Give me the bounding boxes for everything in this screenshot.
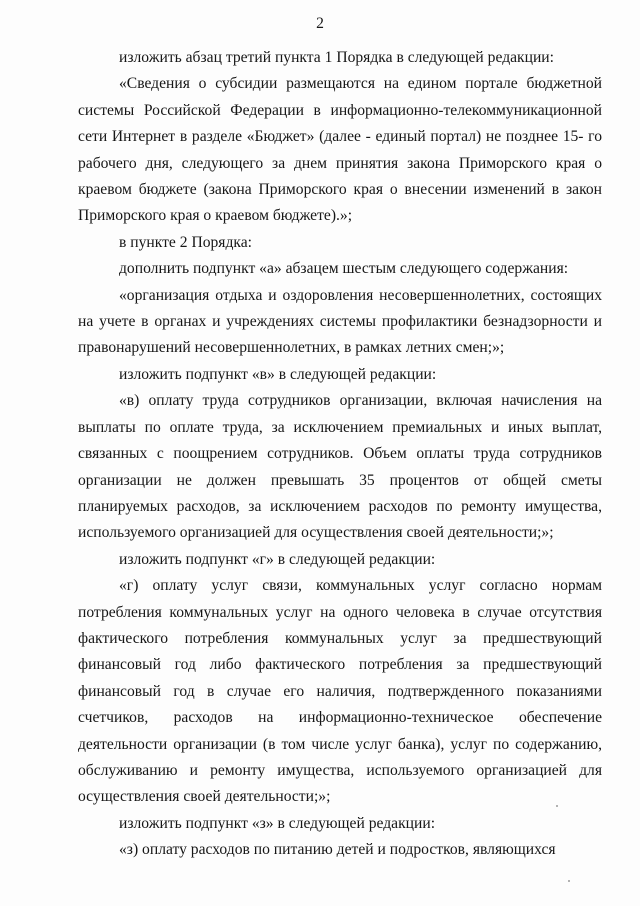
document-body xyxy=(78,45,602,864)
paragraph-subpoint-v-quote: «в) оплату труда сотрудников организации, включая начисления на выплаты по оплате труда, за исключением премиальных и иных выплат, связанных с поощрением сотрудников. Объем оплаты труда сотрудников организации не должен превышать 35 процентов от общей сметы планируемых расходов, за исключением расходов по ремонту имущества, используемого организацией для осуществления своей деятельности;»; xyxy=(78,392,602,542)
page-number: 2 xyxy=(316,15,324,32)
paragraph-subpoint-z-quote: «з) оплату расходов по питанию детей и подростков, являющихся xyxy=(119,841,556,859)
paragraph-amend-subpoint-v: изложить подпункт «в» в следующей редакции: xyxy=(119,365,437,383)
paragraph-subpoint-a-quote: «организация отдыха и оздоровления несовершеннолетних, состоящих на учете в органах и учреждениях системы профилактики безнадзорности и правонарушений несовершеннолетних, в рамках летних смен;»; xyxy=(78,286,602,357)
paragraph-amend-subpoint-z: изложить подпункт «з» в следующей редакции: xyxy=(119,814,436,832)
paragraph-point2-intro: в пункте 2 Порядка: xyxy=(119,233,253,251)
paragraph-subpoint-g-quote: «г) оплату услуг связи, коммунальных услуг согласно нормам потребления коммунальных услуг на одного человека в случае отсутствия фактического потребления коммунальных услуг за предшествующий финансовый год либо фактического потребления за предшествующий финансовый год в случае его наличия, подтвержденного показаниями счетчиков, расходов на информационно-техническое обеспечение деятельности организации (в том числе услуг банка), услуг по содержанию, обслуживанию и ремонту имущества, используемого организацией для осуществления своей деятельности;»; xyxy=(78,577,602,806)
paragraph-subsidy-info-quote: «Сведения о субсидии размещаются на едином портале бюджетной системы Российской Федерации в информационно-телекоммуникационной сети Интернет в разделе «Бюджет» (далее - единый портал) не позднее 15- го рабочего дня, следующего за днем принятия закона Приморского края о краевом бюджете (закона Приморского края о внесении изменений в закон Приморского края о краевом бюджете).»; xyxy=(78,75,602,225)
paragraph-amend-subpoint-g: изложить подпункт «г» в следующей редакции: xyxy=(119,550,436,568)
scan-speck xyxy=(556,805,558,807)
paragraph-amend-para3-point1: изложить абзац третий пункта 1 Порядка в следующей редакции: xyxy=(119,49,554,66)
scan-speck xyxy=(568,880,570,882)
paragraph-add-subpoint-a: дополнить подпункт «а» абзацем шестым следующего содержания: xyxy=(119,260,569,278)
